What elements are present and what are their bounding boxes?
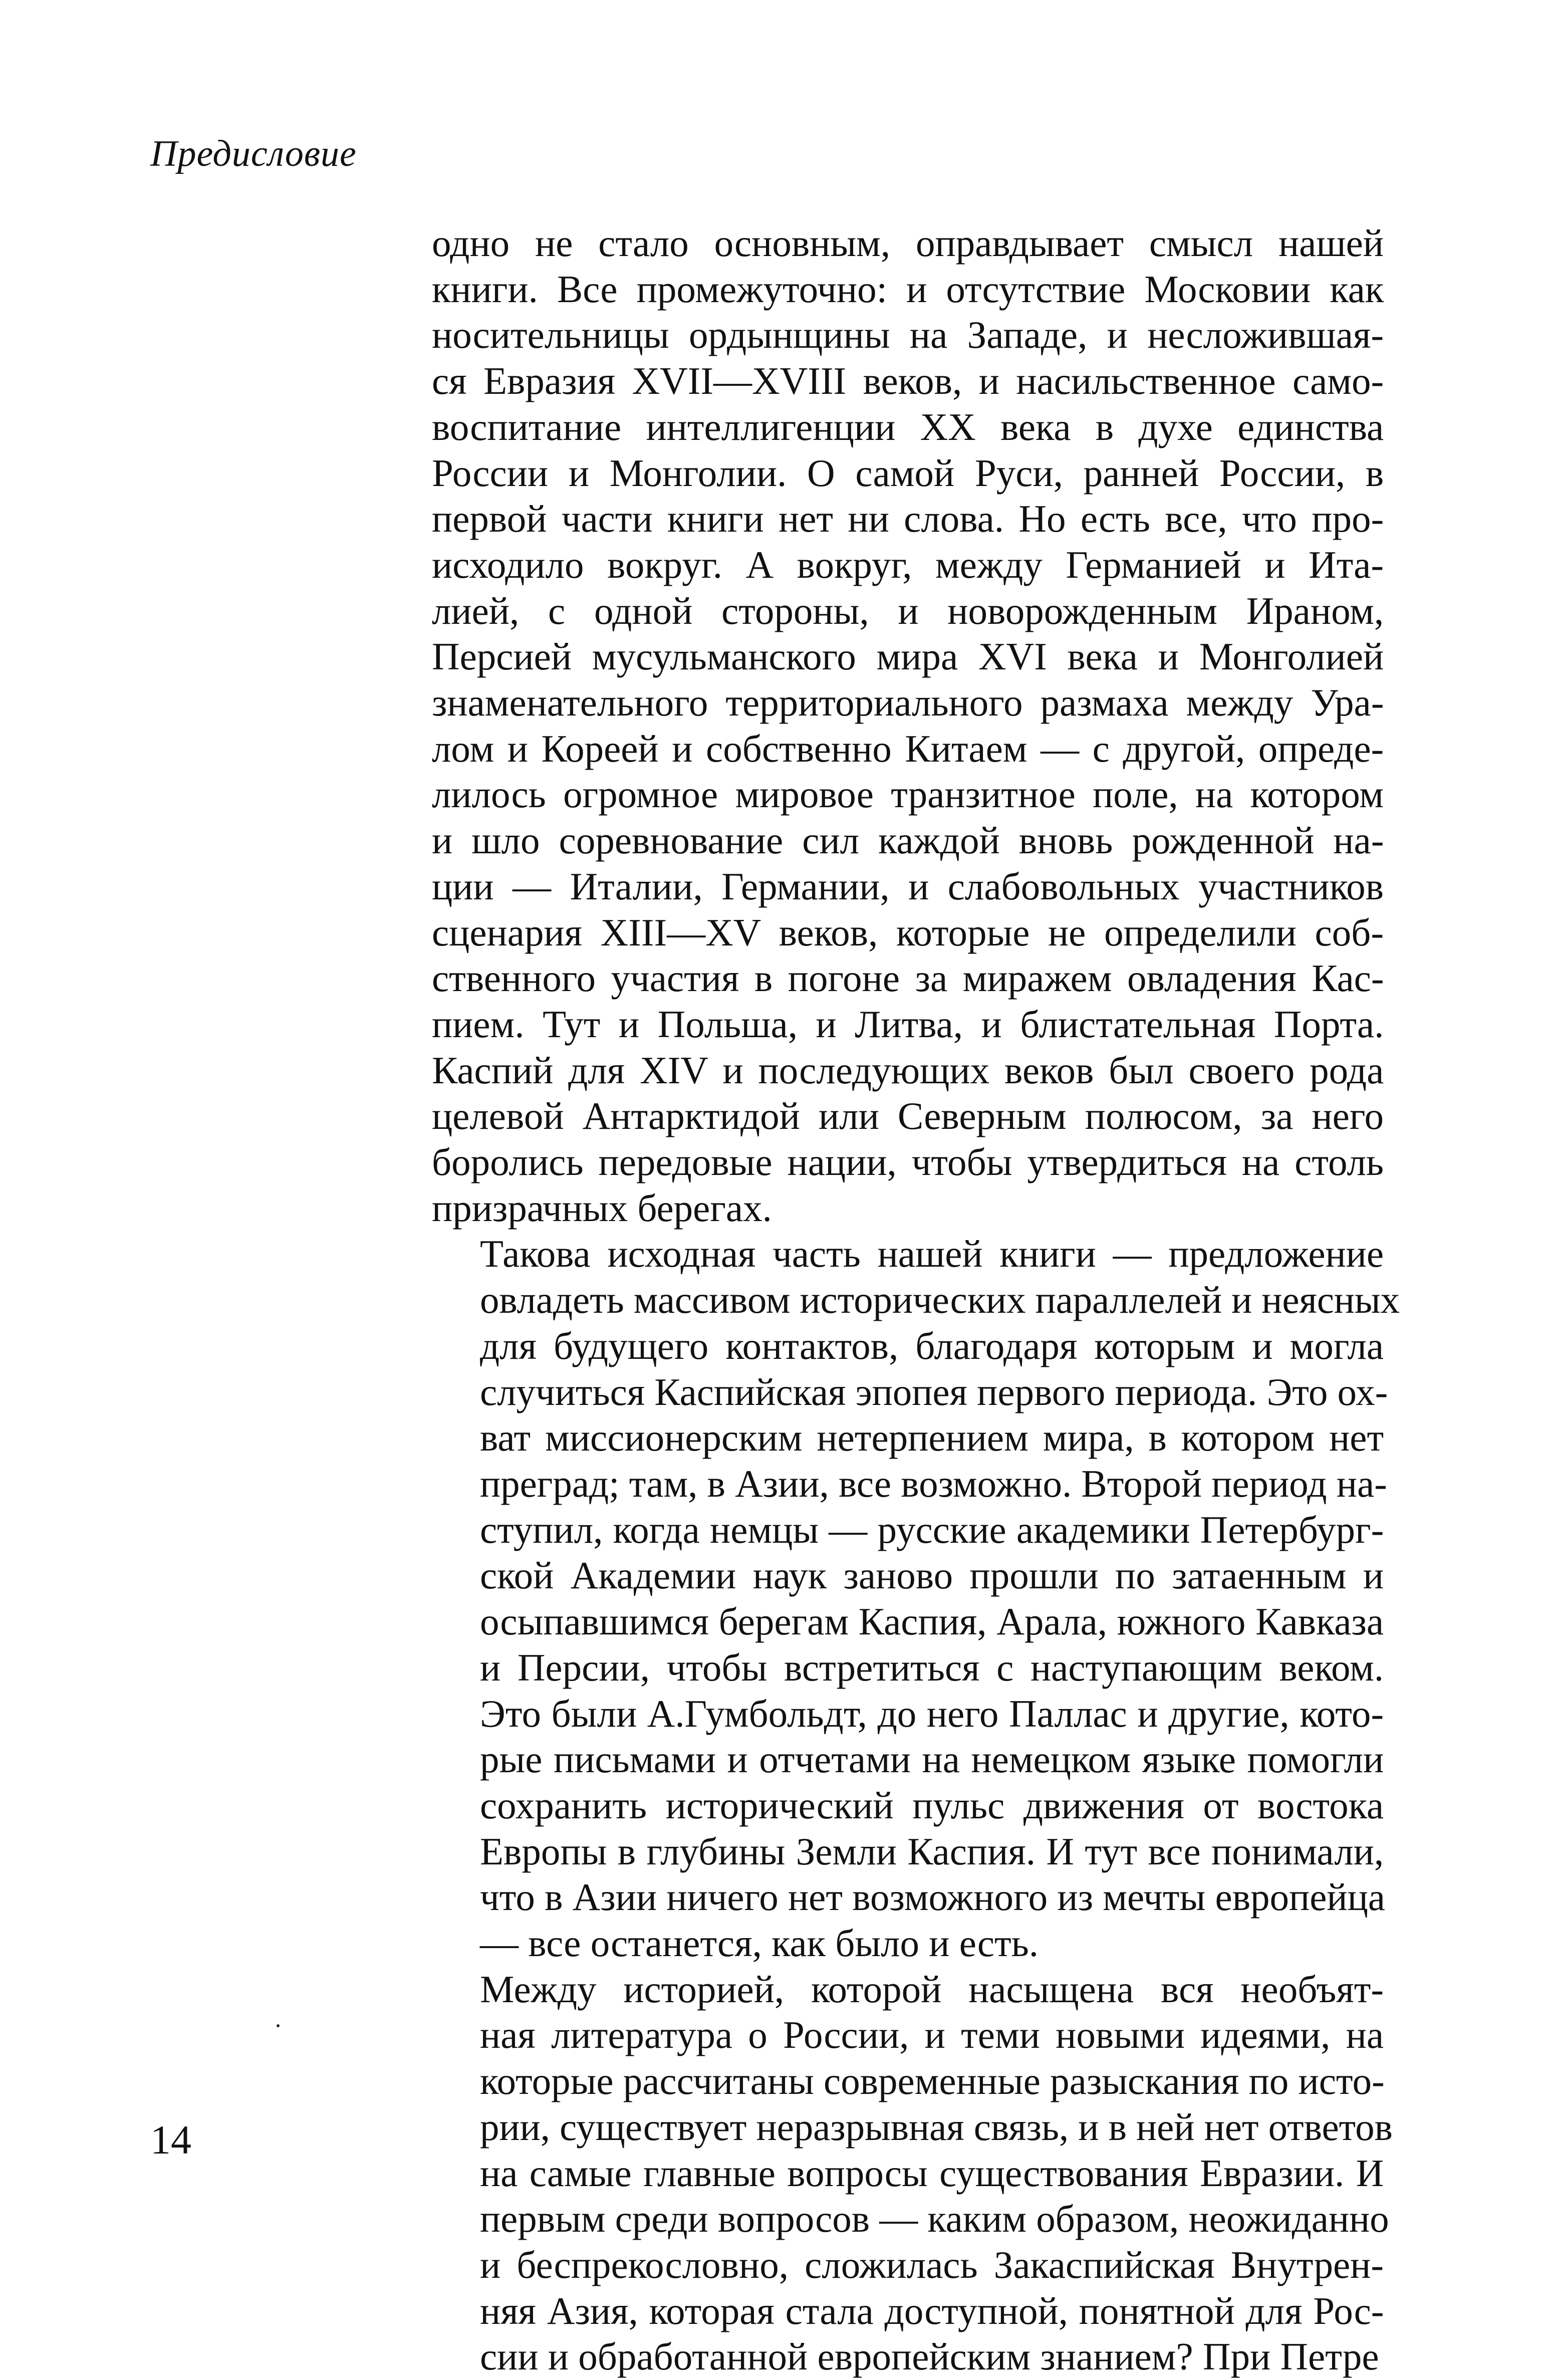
text-line: на самые главные вопросы существования Евразии. И — [480, 2151, 1384, 2195]
text-line: и Персии, чтобы встретиться с наступающим веком. — [480, 1645, 1384, 1689]
text-line: лилось огромное мировое транзитное поле, на котором — [432, 773, 1384, 816]
text-line: няя Азия, которая стала доступной, понятной для Рос- — [480, 2289, 1384, 2332]
text-line: сохранить исторический пульс движения от востока — [480, 1783, 1384, 1827]
text-line: ственного участия в погоне за миражем овладения Кас- — [432, 957, 1384, 1000]
text-line: случиться Каспийская эпопея первого периода. Это ох- — [480, 1370, 1388, 1413]
text-line: преград; там, в Азии, все возможно. Второй период на- — [480, 1462, 1387, 1505]
text-line: сценария XIII—XV веков, которые не определили соб- — [432, 910, 1384, 954]
text-line: Такова исходная часть нашей книги — предложение — [480, 1232, 1384, 1276]
body-text — [432, 220, 1400, 2380]
print-speck — [277, 2024, 280, 2027]
text-line: рии, существует неразрывная связь, и в ней нет ответов — [480, 2105, 1393, 2149]
page-number: 14 — [150, 2117, 191, 2163]
text-line: ная литература о России, и теми новыми идеями, на — [480, 2013, 1384, 2057]
text-line: для будущего контактов, благодаря которым и могла — [480, 1324, 1384, 1367]
text-line: которые рассчитаны современные разыскания по исто- — [480, 2059, 1385, 2103]
text-line: и шло соревнование сил каждой вновь рожденной на- — [432, 819, 1384, 862]
text-line: осыпавшимся берегам Каспия, Арала, южного Кавказа — [480, 1600, 1384, 1643]
text-line: первой части книги нет ни слова. Но есть все, что про- — [432, 497, 1384, 541]
text-line: Это были А.Гумбольдт, до него Паллас и другие, кото- — [480, 1692, 1384, 1735]
text-line: ской Академии наук заново прошли по затаенным и — [480, 1554, 1384, 1597]
text-line: лом и Кореей и собственно Китаем — с другой, опреде- — [432, 727, 1384, 770]
text-line: — все останется, как было и есть. — [480, 1922, 1039, 1965]
text-line: ции — Италии, Германии, и слабовольных участников — [432, 864, 1384, 908]
text-line: знаменательного территориального размаха между Ура- — [432, 681, 1384, 725]
text-line: лией, с одной стороны, и новорожденным Ираном, — [432, 589, 1384, 632]
text-line: ступил, когда немцы — русские академики Петербург- — [480, 1508, 1384, 1551]
text-line: рые письмами и отчетами на немецком языке помогли — [480, 1738, 1384, 1781]
text-line: Персией мусульманского мира XVI века и Монголией — [432, 635, 1384, 678]
text-line: одно не стало основным, оправдывает смысл нашей — [432, 221, 1384, 265]
text-line: Каспий для XIV и последующих веков был своего рода — [432, 1048, 1384, 1092]
text-line: целевой Антарктидой или Северным полюсом, за него — [432, 1094, 1384, 1138]
text-line: ся Евразия XVII—XVIII веков, и насильственное само- — [432, 359, 1384, 403]
text-line: боролись передовые нации, чтобы утвердиться на столь — [432, 1140, 1384, 1184]
text-line: ват миссионерским нетерпением мира, в котором нет — [480, 1416, 1384, 1460]
text-line: и беспрекословно, сложилась Закаспийская Внутрен- — [480, 2243, 1384, 2286]
text-line: первым среди вопросов — каким образом, неожиданно — [480, 2197, 1389, 2241]
text-line: призрачных берегах. — [432, 1186, 772, 1230]
text-line: исходило вокруг. А вокруг, между Германией и Ита- — [432, 543, 1384, 586]
text-line: носительницы ордынщины на Западе, и несложившая- — [432, 313, 1384, 357]
text-line: сии и обработанной европейским знанием? При Петре — [480, 2335, 1379, 2378]
text-line: пием. Тут и Польша, и Литва, и блистательная Порта. — [432, 1002, 1384, 1046]
running-head: Предисловие — [150, 133, 357, 174]
paragraph — [432, 220, 1384, 1231]
text-line: что в Азии ничего нет возможного из мечты европейца — [480, 1875, 1385, 1919]
text-line: воспитание интеллигенции XX века в духе единства — [432, 405, 1384, 448]
text-line: овладеть массивом исторических параллелей и неясных — [480, 1278, 1400, 1322]
text-line: Европы в глубины Земли Каспия. И тут все понимали, — [480, 1829, 1384, 1873]
text-line: Между историей, которой насыщена вся необъят- — [480, 1967, 1384, 2011]
text-line: книги. Все промежуточно: и отсутствие Московии как — [432, 267, 1384, 311]
paragraph — [432, 1967, 1393, 2380]
paragraph — [432, 1231, 1400, 1966]
text-line: России и Монголии. О самой Руси, ранней России, в — [432, 451, 1384, 495]
